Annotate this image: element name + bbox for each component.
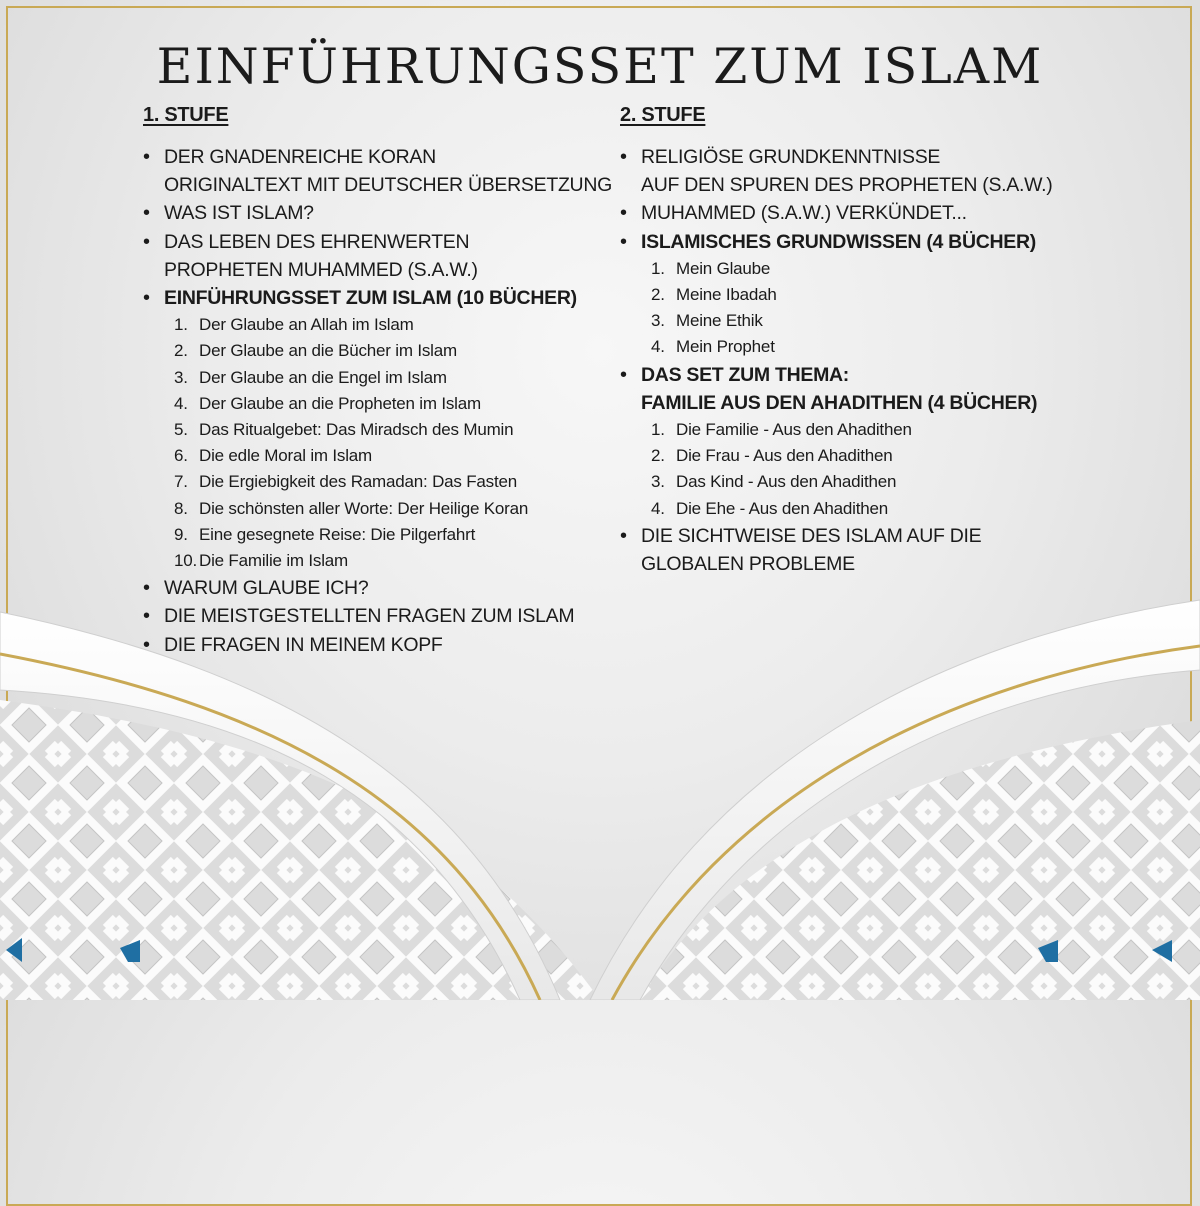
list-item [143, 631, 613, 659]
book-number: 4. [174, 393, 188, 413]
item-title-line: • MUHAMMED (S.A.W.) VERKÜNDET... [641, 202, 967, 225]
book-item [174, 522, 613, 548]
book-sublist [164, 312, 613, 574]
book-title: Der Glaube an die Bücher im Islam [199, 341, 457, 361]
book-item [174, 548, 613, 574]
item-title-line: AUF DEN SPUREN DES PROPHETEN (S.A.W.) [641, 174, 1053, 197]
book-number: 4. [651, 498, 665, 518]
book-number: 8. [174, 498, 188, 518]
book-number: 6. [174, 446, 188, 466]
book-title: Die Ergiebigkeit des Ramadan: Das Fasten [199, 472, 517, 492]
book-item [174, 365, 613, 391]
book-title: Das Ritualgebet: Das Miradsch des Mumin [199, 420, 514, 440]
list-item [143, 199, 613, 227]
list-item [143, 284, 613, 574]
book-item [174, 443, 613, 469]
stufe-1-column [143, 104, 613, 659]
book-sublist [641, 256, 1160, 361]
book-title: Die schönsten aller Worte: Der Heilige Koran [199, 498, 529, 518]
item-title-line: ORIGINALTEXT MIT DEUTSCHER ÜBERSETZUNG [164, 174, 612, 197]
item-title-line: • WARUM GLAUBE ICH? [164, 577, 369, 600]
list-item [620, 361, 1160, 522]
item-title-line: • DIE MEISTGESTELLTEN FRAGEN ZUM ISLAM [164, 605, 575, 628]
item-title-line: • EINFÜHRUNGSSET ZUM ISLAM (10 BÜCHER) [164, 287, 577, 310]
book-number: 1. [651, 420, 665, 440]
book-title: Eine gesegnete Reise: Die Pilgerfahrt [199, 524, 476, 544]
stufe-2-list [620, 143, 1160, 578]
book-item [174, 496, 613, 522]
book-number: 5. [174, 420, 188, 440]
item-title-line: GLOBALEN PROBLEME [641, 553, 855, 576]
item-title-line: FAMILIE AUS DEN AHADITHEN (4 BÜCHER) [641, 391, 1038, 414]
item-title-line: • DAS LEBEN DES EHRENWERTEN [164, 230, 470, 253]
book-title: Die Ehe - Aus den Ahadithen [676, 498, 888, 518]
item-title-line: • ISLAMISCHES GRUNDWISSEN (4 BÜCHER) [641, 230, 1036, 253]
book-item [651, 443, 1160, 469]
book-sublist [641, 417, 1160, 522]
book-item [651, 417, 1160, 443]
book-number: 10. [174, 551, 198, 571]
book-item [651, 282, 1160, 308]
item-title-line: • WAS IST ISLAM? [164, 202, 314, 225]
book-item [174, 312, 613, 338]
item-title-line: • DAS SET ZUM THEMA: [641, 363, 850, 386]
book-title: Der Glaube an die Engel im Islam [199, 367, 447, 387]
book-item [174, 338, 613, 364]
book-item [174, 469, 613, 495]
book-item [174, 391, 613, 417]
list-item [143, 143, 613, 199]
book-title: Die Frau - Aus den Ahadithen [676, 446, 893, 466]
item-title-line: • RELIGIÖSE GRUNDKENNTNISSE [641, 146, 941, 168]
book-number: 1. [651, 258, 665, 278]
book-number: 2. [651, 285, 665, 305]
book-number: 2. [651, 446, 665, 466]
book-number: 3. [651, 311, 665, 331]
book-item [174, 417, 613, 443]
book-item [651, 334, 1160, 360]
list-item [620, 143, 1160, 199]
book-title: Mein Prophet [676, 337, 775, 357]
book-title: Der Glaube an die Propheten im Islam [199, 393, 481, 413]
list-item [143, 574, 613, 602]
list-item [620, 522, 1160, 578]
book-title: Meine Ethik [676, 311, 763, 331]
item-title-line: • DIE FRAGEN IN MEINEM KOPF [164, 633, 443, 656]
book-number: 3. [174, 367, 188, 387]
book-item [651, 469, 1160, 495]
list-item [620, 228, 1160, 361]
book-title: Das Kind - Aus den Ahadithen [676, 472, 897, 492]
book-title: Die Familie - Aus den Ahadithen [676, 420, 912, 440]
book-title: Der Glaube an Allah im Islam [199, 315, 414, 335]
book-number: 3. [651, 472, 665, 492]
book-item [651, 496, 1160, 522]
book-title: Die edle Moral im Islam [199, 446, 373, 466]
book-title: Die Familie im Islam [199, 551, 349, 571]
book-item [651, 256, 1160, 282]
stufe-2-heading: 2. STUFE [620, 104, 706, 126]
stufe-2-column [620, 104, 1160, 578]
list-item [143, 228, 613, 284]
book-item [651, 308, 1160, 334]
item-title-line: PROPHETEN MUHAMMED (S.A.W.) [164, 258, 478, 281]
book-number: 1. [174, 315, 188, 335]
book-number: 2. [174, 341, 188, 361]
stufe-1-heading: 1. STUFE [143, 104, 229, 126]
item-title-line: • DIE SICHTWEISE DES ISLAM AUF DIE [641, 524, 982, 547]
book-number: 7. [174, 472, 188, 492]
item-title-line: • DER GNADENREICHE KORAN [164, 146, 436, 168]
book-number: 9. [174, 524, 188, 544]
book-number: 4. [651, 337, 665, 357]
page-title: EINFÜHRUNGSSET ZUM ISLAM [156, 38, 1044, 95]
list-item [620, 199, 1160, 227]
list-item [143, 602, 613, 630]
stufe-1-list [143, 143, 613, 659]
book-title: Meine Ibadah [676, 285, 777, 305]
book-title: Mein Glaube [676, 258, 771, 278]
